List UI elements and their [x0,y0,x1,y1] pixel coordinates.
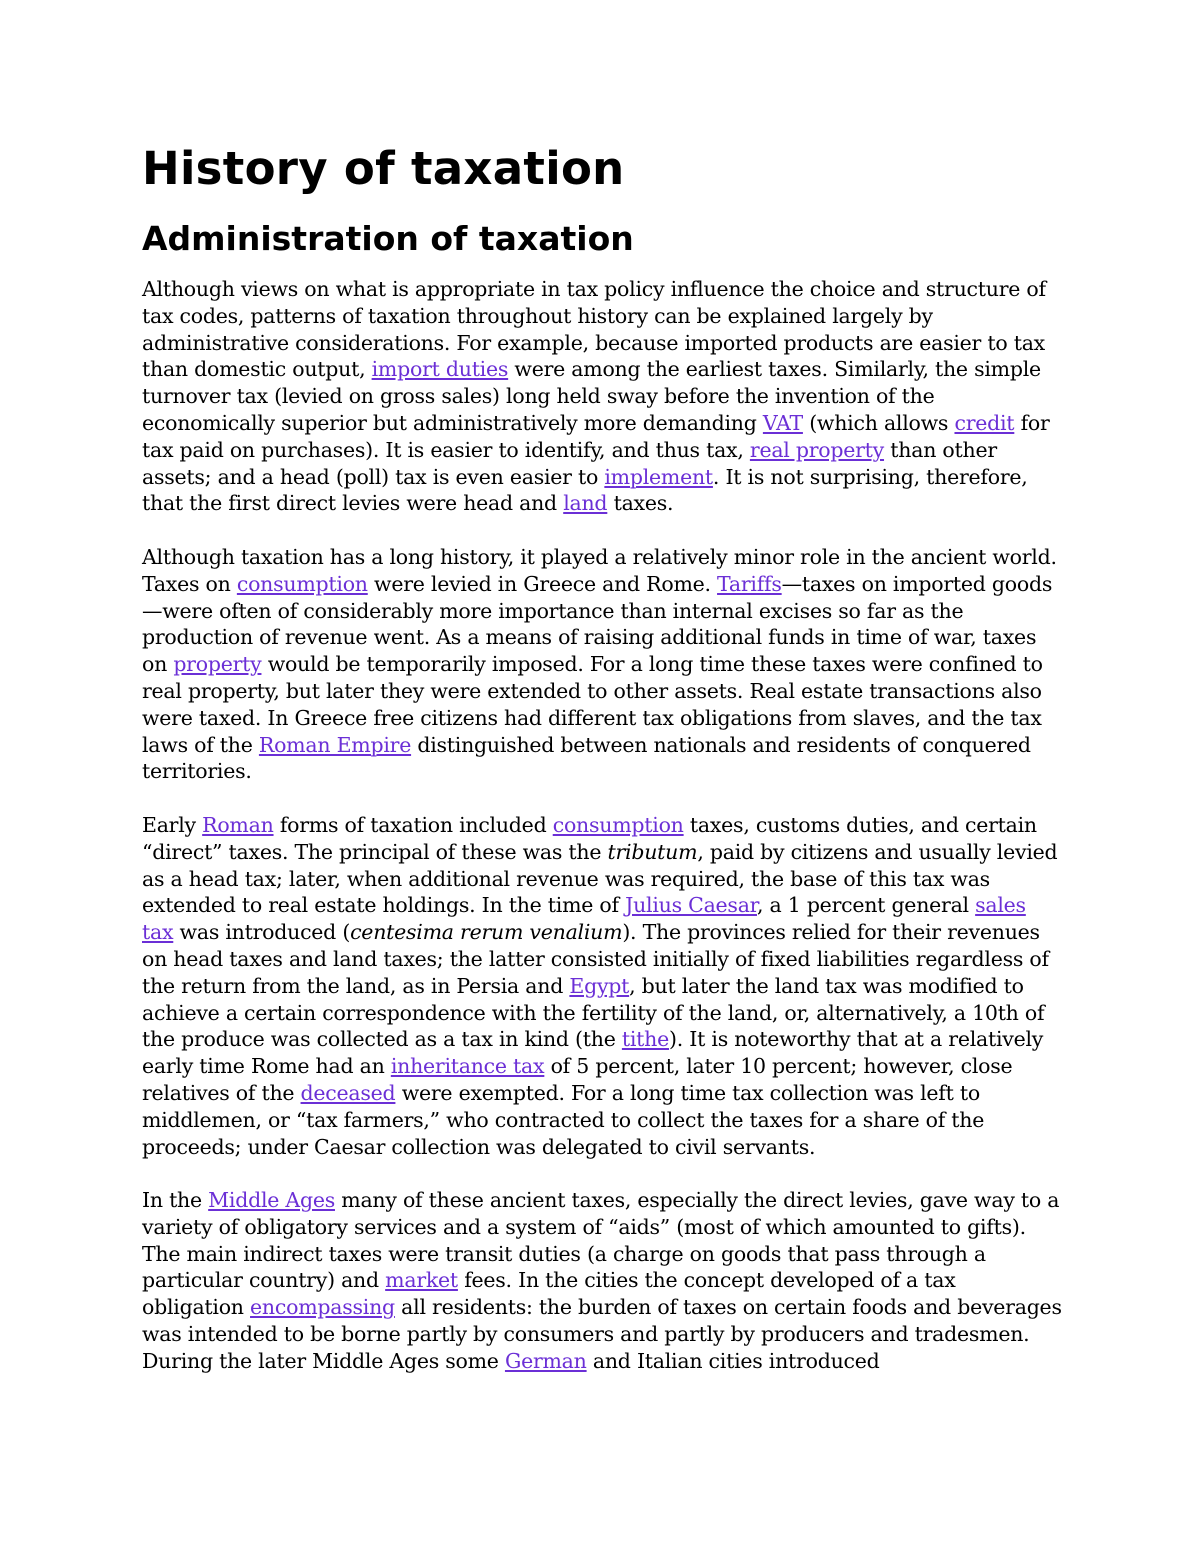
text: In the [142,1188,209,1213]
section-heading: Administration of taxation [142,219,634,258]
link-encompassing[interactable]: encompassing [250,1295,395,1320]
text: Although views on what is appropriate in tax policy influence the choice and structure of tax codes, patterns of taxation throughout history can be explained largely by administrative considerations. For example, because imported products are easier to tax than domestic output, [142,277,1046,382]
link-egypt[interactable]: Egypt [569,973,630,998]
text: . It is not surprising, therefore, that the first direct levies were head and [142,464,1028,516]
term-tributum: tributum [607,839,698,864]
link-market[interactable]: market [385,1268,458,1293]
link-deceased[interactable]: deceased [300,1080,396,1105]
link-real-property[interactable]: real property [749,437,885,462]
link-property[interactable]: property [173,652,262,677]
text: than other assets; and a head (poll) tax is even easier to [142,437,997,489]
paragraph-3 [142,812,1062,1160]
text: (which allows [802,410,955,435]
text: for tax paid on purchases). It is easier to identify, and thus tax, [142,410,1050,462]
term-centesima: centesima rerum venalium [350,920,623,945]
text: many of these ancient taxes, especially the direct levies, gave way to a variety of obligatory services and a system of “aids” (most of which amounted to gifts). The main indirect taxes were transit duties (a charge on goods that pass through a particular country) and [142,1188,1060,1293]
text: ). It is noteworthy that at a relatively early time Rome had an [142,1027,1044,1079]
link-inheritance-tax[interactable]: inheritance tax [390,1054,545,1079]
link-implement[interactable]: implement [604,464,713,489]
link-julius-caesar[interactable]: Julius Caesar [625,893,757,918]
link-tariffs[interactable]: Tariffs [717,571,782,596]
link-land[interactable]: land [563,491,608,516]
link-roman-empire[interactable]: Roman Empire [258,732,412,757]
link-vat[interactable]: VAT [762,410,803,435]
link-import-duties[interactable]: import duties [371,357,509,382]
text: , paid by citizens and usually levied as a head tax; later, when additional revenue was required, the base of this tax was extended to real estate holdings. In the time of [142,839,1058,918]
text: forms of taxation included [273,812,553,837]
text: were levied in Greece and Rome. [367,571,718,596]
link-consumption[interactable]: consumption [236,571,368,596]
page-title: History of taxation [142,142,625,195]
text: were among the earliest taxes. Similarly, the simple turnover tax (levied on gross sales) long held sway before the invention of the economically superior but administratively more demanding [142,357,1041,435]
paragraph-4 [142,1187,1062,1375]
text: was introduced ( [173,920,351,945]
text: would be temporarily imposed. For a long time these taxes were confined to real property, but later they were extended to other assets. Real estate transactions also were taxed. In Greece free citizens had different tax obligations from slaves, and the tax laws of the [142,652,1043,757]
text: and Italian cities introduced [586,1348,880,1373]
link-tithe[interactable]: tithe [621,1027,670,1052]
text: were exempted. For a long time tax collection was left to middlemen, or “tax farmers,” who contracted to collect the taxes for a share of the proceeds; under Caesar collection was delegated to civil servants. [142,1080,985,1159]
text: Although taxation has a long history, it played a relatively minor role in the ancient world. Taxes on [142,544,1057,596]
text: fees. In the cities the concept developed of a tax obligation [142,1268,956,1320]
paragraph-2 [142,544,1062,785]
text: —taxes on imported goods—were often of considerably more importance than internal excises so far as the production of revenue went. As a means of raising additional funds in time of war, taxes on [142,571,1053,677]
text: of 5 percent, later 10 percent; however, close relatives of the [142,1054,1013,1105]
text: , a 1 percent general [756,893,976,918]
link-sales-tax[interactable]: sales tax [142,893,1026,945]
text: Early [142,812,203,837]
text: ). The provinces relied for their revenues on head taxes and land taxes; the latter consisted initially of fixed liabilities regardless of the return from the land, as in Persia and [142,920,1049,998]
text: , but later the land tax was modified to achieve a certain correspondence with the fertility of the land, or, alternatively, a 10th of the produce was collected as a tax in kind (the [142,973,1045,1052]
document-page [142,138,1062,1401]
link-credit[interactable]: credit [954,410,1015,435]
text: taxes. [607,491,674,516]
text: all residents: the burden of taxes on certain foods and beverages was intended to be borne partly by consumers and partly by producers and tradesmen. During the later Middle Ages some [142,1295,1062,1373]
link-consumption-2[interactable]: consumption [552,812,684,837]
link-roman[interactable]: Roman [202,812,274,837]
text: distinguished between nationals and residents of conquered territories. [142,732,1031,784]
link-german[interactable]: German [504,1348,587,1373]
link-middle-ages[interactable]: Middle Ages [208,1188,335,1213]
paragraph-1 [142,276,1062,517]
text: taxes, customs duties, and certain “direct” taxes. The principal of these was the [142,812,1037,864]
